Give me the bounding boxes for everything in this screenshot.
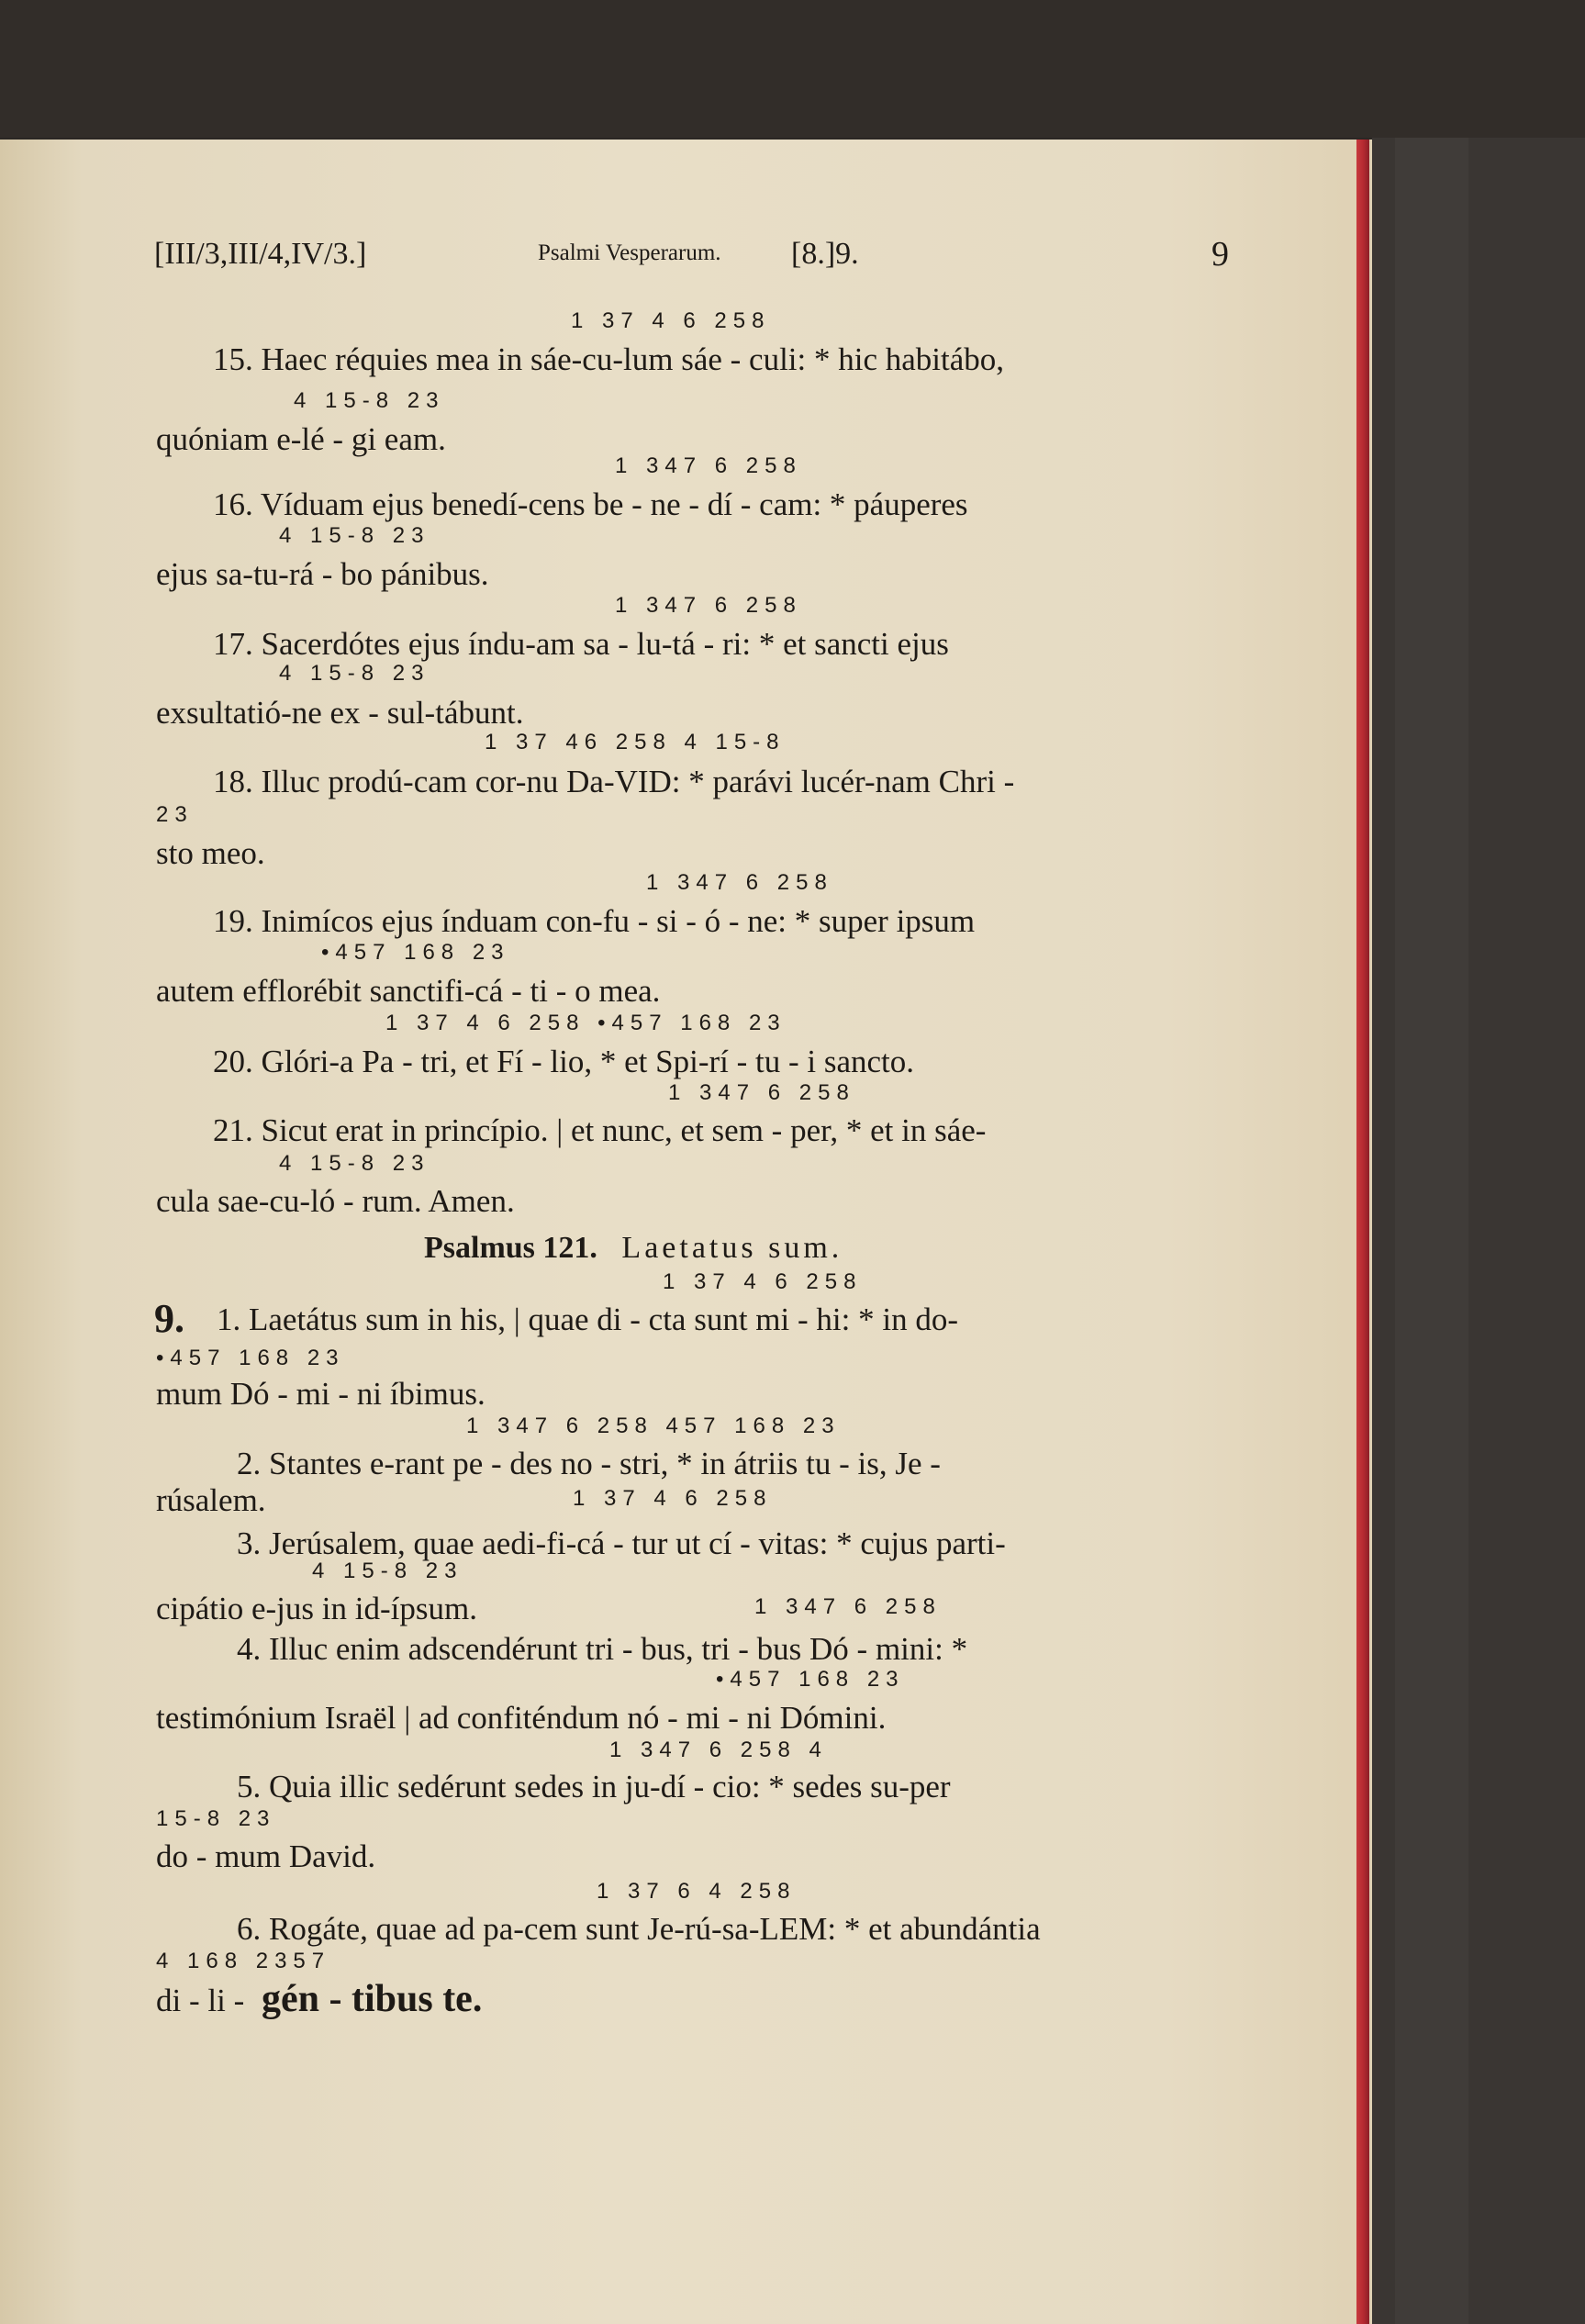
running-header-left: [III/3,III/4,IV/3.] [154, 237, 367, 271]
verse-line: 17. Sacerdótes ejus índu-am sa - lu-tá - ri: * et sancti ejus [213, 626, 949, 662]
cantillation-numbers: 1 347 6 258 [754, 1594, 942, 1619]
verse-line: mum Dó - mi - ni íbimus. [156, 1376, 486, 1412]
verse-line: cipátio e-jus in id-ípsum. [156, 1591, 477, 1626]
psalm-incipit: Laetatus sum. [621, 1231, 843, 1265]
cantillation-numbers: 4 15-8 23 [279, 661, 430, 686]
verse-line: 19. Inimícos ejus índuam con-fu - si - ó - ne: * super ipsum [213, 903, 976, 939]
verse-line: rúsalem. [156, 1482, 266, 1518]
cantillation-numbers: 1 347 6 258 4 [609, 1737, 828, 1762]
cantillation-numbers: 1 347 6 258 [668, 1080, 855, 1105]
page-number: 9 [1211, 235, 1229, 274]
verse-line: 2. Stantes e-rant pe - des no - stri, * in átriis tu - is, Je - [237, 1446, 941, 1481]
cantillation-numbers: •457 168 23 [716, 1667, 905, 1692]
verse-fragment: di - li - [156, 1983, 245, 2018]
verse-line: sto meo. [156, 835, 265, 871]
cantillation-numbers: 1 37 46 258 4 15-8 [485, 730, 786, 754]
verse-line: 21. Sicut erat in princípio. | et nunc, et sem - per, * et in sáe- [213, 1112, 987, 1148]
verse-line: exsultatió-ne ex - sul-tábunt. [156, 695, 524, 731]
verse-line: 16. Víduam ejus benedí-cens be - ne - dí - cam: * páuperes [213, 486, 968, 522]
cantillation-numbers: 1 347 6 258 [646, 870, 833, 895]
verse-line: 5. Quia illic sedérunt sedes in ju-dí - cio: * sedes su-per [237, 1769, 951, 1804]
cantillation-numbers: 1 37 4 6 258 •457 168 23 [385, 1011, 787, 1035]
cantillation-numbers: 1 347 6 258 457 168 23 [466, 1413, 841, 1438]
cantillation-numbers: 1 37 4 6 258 [663, 1269, 863, 1294]
verse-line: ejus sa-tu-rá - bo pánibus. [156, 556, 489, 592]
cantillation-numbers: 1 347 6 258 [615, 593, 802, 618]
verse-line: 3. Jerúsalem, quae aedi-fi-cá - tur ut cí - vitas: * cujus parti- [237, 1525, 1006, 1561]
verse-line: quóniam e-lé - gi eam. [156, 421, 446, 457]
running-header-section: [8.]9. [791, 237, 859, 271]
cantillation-numbers: 4 15-8 23 [279, 523, 430, 548]
cantillation-numbers: 1 37 4 6 258 [573, 1486, 773, 1511]
psalm-title: Psalmus 121. [424, 1231, 597, 1265]
cantillation-numbers: 15-8 23 [156, 1806, 276, 1831]
cantillation-numbers: 4 168 2357 [156, 1949, 331, 1973]
cantillation-numbers: •457 168 23 [321, 940, 510, 965]
verse-line: 20. Glóri-a Pa - tri, et Fí - lio, * et Spi-rí - tu - i sancto. [213, 1044, 915, 1079]
verse-line: 1. Laetátus sum in his, | quae di - cta sunt mi - hi: * in do- [217, 1302, 958, 1337]
verse-line: 6. Rogáte, quae ad pa-cem sunt Je-rú-sa-LEM: * et abundántia [237, 1911, 1041, 1947]
cantillation-numbers: 4 15-8 23 [312, 1559, 463, 1583]
cantillation-numbers: 4 15-8 23 [294, 388, 445, 413]
cantillation-numbers: 23 [156, 802, 194, 827]
verse-line: testimónium Israël | ad confiténdum nó - mi - ni Dómini. [156, 1700, 887, 1736]
verse-line: 4. Illuc enim adscendérunt tri - bus, tri - bus Dó - mini: * [237, 1631, 968, 1667]
psalm-number: 9. [154, 1296, 184, 1341]
cantillation-numbers: 1 37 6 4 258 [597, 1879, 797, 1904]
verse-line: cula sae-cu-ló - rum. Amen. [156, 1183, 515, 1219]
verse-line: autem efflorébit sanctifi-cá - ti - o mea. [156, 973, 661, 1009]
cantillation-numbers: 1 347 6 258 [615, 453, 802, 478]
verse-line: do - mum David. [156, 1838, 376, 1874]
verse-line [156, 1980, 482, 2018]
verse-line: 15. Haec réquies mea in sáe-cu-lum sáe - culi: * hic habitábo, [213, 341, 1005, 377]
verse-line: 18. Illuc prodú-cam cor-nu Da-VID: * parávi lucér-nam Chri - [213, 764, 1015, 799]
cantillation-numbers: 4 15-8 23 [279, 1151, 430, 1176]
running-header-title: Psalmi Vesperarum. [538, 240, 721, 265]
cantillation-numbers: •457 168 23 [156, 1346, 345, 1370]
verse-fragment-bold: gén - tibus te. [261, 1978, 483, 2020]
cantillation-numbers: 1 37 4 6 258 [571, 308, 771, 333]
psalm-heading [424, 1233, 843, 1264]
